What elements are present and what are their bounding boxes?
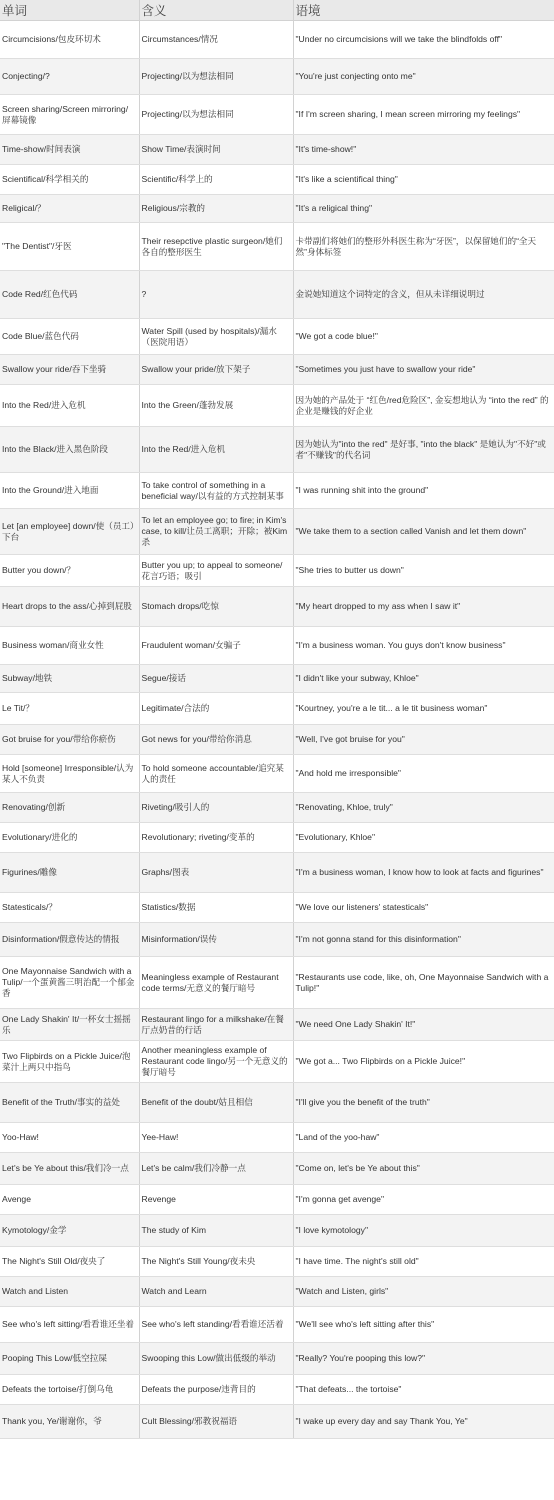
cell-word: See who's left sitting/看看谁还坐着 — [0, 1307, 139, 1343]
table-row — [0, 853, 554, 893]
cell-meaning: Show Time/表演时间 — [139, 135, 293, 165]
cell-context: "I love kymotology" — [293, 1215, 554, 1247]
cell-context: "We take them to a section called Vanish and let them down" — [293, 509, 554, 555]
cell-context: "Sometimes you just have to swallow your ride" — [293, 355, 554, 385]
cell-meaning: Circumstances/情况 — [139, 21, 293, 59]
table-row — [0, 823, 554, 853]
cell-meaning: Revenge — [139, 1185, 293, 1215]
cell-meaning: Into the Red/进入危机 — [139, 427, 293, 473]
cell-meaning: Statistics/数据 — [139, 893, 293, 923]
cell-context: "If I'm screen sharing, I mean screen mirroring my feelings" — [293, 95, 554, 135]
cell-word: Into the Ground/进入地面 — [0, 473, 139, 509]
table-row — [0, 355, 554, 385]
cell-meaning: Water Spill (used by hospitals)/漏水（医院用语） — [139, 319, 293, 355]
cell-context: "We'll see who's left sitting after this" — [293, 1307, 554, 1343]
table-row — [0, 587, 554, 627]
cell-meaning: Projecting/以为想法相同 — [139, 95, 293, 135]
table-row — [0, 1277, 554, 1307]
table-row — [0, 427, 554, 473]
cell-meaning: The Night's Still Young/夜未央 — [139, 1247, 293, 1277]
table-row — [0, 1083, 554, 1123]
cell-context: 卡带副们将她们的整形外科医生称为“牙医”，以保留她们的“全天然”身体标签 — [293, 223, 554, 271]
cell-word: Pooping This Low/低空拉屎 — [0, 1343, 139, 1375]
cell-meaning: To hold someone accountable/追究某人的责任 — [139, 755, 293, 793]
table-row — [0, 1247, 554, 1277]
table-row — [0, 1185, 554, 1215]
cell-meaning: Defeats the purpose/违背目的 — [139, 1375, 293, 1405]
cell-context: "Evolutionary, Khloe" — [293, 823, 554, 853]
cell-context: "I'm a business woman. You guys don't know business" — [293, 627, 554, 665]
cell-context: "It's time-show!" — [293, 135, 554, 165]
cell-meaning: Watch and Learn — [139, 1277, 293, 1307]
cell-word: Code Blue/蓝色代码 — [0, 319, 139, 355]
cell-meaning: Their resepctive plastic surgeon/她们各自的整形医生 — [139, 223, 293, 271]
cell-context: "I'm a business woman, I know how to look at facts and figurines" — [293, 853, 554, 893]
cell-word: Thank you, Ye/谢谢你，爷 — [0, 1405, 139, 1439]
cell-context: "We need One Lady Shakin' It!" — [293, 1009, 554, 1041]
cell-word: Renovating/创新 — [0, 793, 139, 823]
cell-context: "Really? You're pooping this low?" — [293, 1343, 554, 1375]
column-header-word: 单词 — [0, 0, 139, 21]
cell-context: "It's a religical thing" — [293, 195, 554, 223]
cell-word: Butter you down/？ — [0, 555, 139, 587]
cell-context: "Renovating, Khloe, truly" — [293, 793, 554, 823]
table-row — [0, 271, 554, 319]
cell-context: "She tries to butter us down" — [293, 555, 554, 587]
table-row — [0, 627, 554, 665]
table-row — [0, 1215, 554, 1247]
cell-word: Let's be Ye about this/我们冷一点 — [0, 1153, 139, 1185]
cell-word: Into the Black/进入黑色阶段 — [0, 427, 139, 473]
table-row — [0, 1009, 554, 1041]
column-header-meaning: 含义 — [139, 0, 293, 21]
cell-context: "Under no circumcisions will we take the blindfolds off" — [293, 21, 554, 59]
cell-meaning: Swooping this Low/做出低级的举动 — [139, 1343, 293, 1375]
cell-context: "We got a... Two Flipbirds on a Pickle Juice!" — [293, 1041, 554, 1083]
cell-word: Code Red/红色代码 — [0, 271, 139, 319]
table-row — [0, 755, 554, 793]
table-row — [0, 1153, 554, 1185]
cell-context: "I was running shit into the ground" — [293, 473, 554, 509]
header-row — [0, 0, 554, 21]
cell-meaning: Swallow your pride/放下架子 — [139, 355, 293, 385]
cell-word: Watch and Listen — [0, 1277, 139, 1307]
cell-meaning: To let an employee go; to fire; in Kim's case, to kill/让员工离职；开除；被Kim杀 — [139, 509, 293, 555]
table-row — [0, 21, 554, 59]
cell-word: Religical/？ — [0, 195, 139, 223]
cell-meaning: Stomach drops/吃惊 — [139, 587, 293, 627]
table-row — [0, 1343, 554, 1375]
cell-word: Defeats the tortoise/打倒乌龟 — [0, 1375, 139, 1405]
table-row — [0, 923, 554, 957]
cell-word: Two Flipbirds on a Pickle Juice/泡菜汁上两只中指鸟 — [0, 1041, 139, 1083]
table-row — [0, 693, 554, 725]
cell-context: "I'll give you the benefit of the truth" — [293, 1083, 554, 1123]
cell-word: Business woman/商业女性 — [0, 627, 139, 665]
cell-meaning: Riveting/吸引人的 — [139, 793, 293, 823]
cell-context: "I didn't like your subway, Khloe" — [293, 665, 554, 693]
table-row — [0, 319, 554, 355]
cell-word: Kymotology/金学 — [0, 1215, 139, 1247]
cell-word: Circumcisions/包皮环切术 — [0, 21, 139, 59]
table-row — [0, 957, 554, 1009]
cell-word: Figurines/雕像 — [0, 853, 139, 893]
cell-word: Scientifical/科学相关的 — [0, 165, 139, 195]
table-row — [0, 555, 554, 587]
cell-word: Avenge — [0, 1185, 139, 1215]
cell-word: Hold [someone] Irresponsible/认为某人不负责 — [0, 755, 139, 793]
cell-context: "You're just conjecting onto me" — [293, 59, 554, 95]
cell-meaning: To take control of something in a beneficial way/以有益的方式控制某事 — [139, 473, 293, 509]
table-row — [0, 473, 554, 509]
cell-context: 因为她认为"into the red" 是好事, "into the black" 是她认为"不好"或者"不赚钱"的代名词 — [293, 427, 554, 473]
cell-meaning: Revolutionary; riveting/变革的 — [139, 823, 293, 853]
cell-word: Disinformation/假意传达的情报 — [0, 923, 139, 957]
table-row — [0, 665, 554, 693]
table-row — [0, 1375, 554, 1405]
cell-context: "Watch and Listen, girls" — [293, 1277, 554, 1307]
cell-context: 金说她知道这个词特定的含义，但从未详细说明过 — [293, 271, 554, 319]
cell-word: The Night's Still Old/夜央了 — [0, 1247, 139, 1277]
cell-meaning: See who's left standing/看看谁还活着 — [139, 1307, 293, 1343]
cell-meaning: Projecting/以为想法相同 — [139, 59, 293, 95]
cell-meaning: Restaurant lingo for a milkshake/在餐厅点奶昔的行话 — [139, 1009, 293, 1041]
cell-meaning: Butter you up; to appeal to someone/花言巧语；吸引 — [139, 555, 293, 587]
cell-context: "Well, I've got bruise for you" — [293, 725, 554, 755]
cell-word: Yoo-Haw! — [0, 1123, 139, 1153]
cell-word: Screen sharing/Screen mirroring/屏幕镜像 — [0, 95, 139, 135]
cell-meaning: Another meaningless example of Restaurant code lingo/另一个无意义的餐厅暗号 — [139, 1041, 293, 1083]
table-row — [0, 1405, 554, 1439]
cell-word: Heart drops to the ass/心掉到屁股 — [0, 587, 139, 627]
cell-context: "I'm not gonna stand for this disinformation" — [293, 923, 554, 957]
cell-context: "I wake up every day and say Thank You, Ye" — [293, 1405, 554, 1439]
cell-meaning: ? — [139, 271, 293, 319]
cell-meaning: Religious/宗教的 — [139, 195, 293, 223]
cell-word: Time-show/时间表演 — [0, 135, 139, 165]
cell-meaning: Segue/接话 — [139, 665, 293, 693]
column-header-context: 语境 — [293, 0, 554, 21]
cell-meaning: Legitimate/合法的 — [139, 693, 293, 725]
cell-meaning: Cult Blessing/邪教祝福语 — [139, 1405, 293, 1439]
table-row — [0, 95, 554, 135]
cell-meaning: Misinformation/误传 — [139, 923, 293, 957]
cell-context: "Land of the yoo-haw" — [293, 1123, 554, 1153]
table-row — [0, 1307, 554, 1343]
cell-meaning: Got news for you/带给你消息 — [139, 725, 293, 755]
cell-meaning: Graphs/图表 — [139, 853, 293, 893]
table-row — [0, 223, 554, 271]
cell-meaning: Benefit of the doubt/姑且相信 — [139, 1083, 293, 1123]
table-body — [0, 21, 554, 1439]
cell-meaning: Meaningless example of Restaurant code terms/无意义的餐厅暗号 — [139, 957, 293, 1009]
cell-context: "Kourtney, you're a le tit... a le tit business woman" — [293, 693, 554, 725]
cell-word: "The Dentist"/牙医 — [0, 223, 139, 271]
table-row — [0, 509, 554, 555]
cell-context: "I'm gonna get avenge" — [293, 1185, 554, 1215]
cell-word: One Lady Shakin' It/一杯女士摇摇乐 — [0, 1009, 139, 1041]
cell-meaning: The study of Kim — [139, 1215, 293, 1247]
table-row — [0, 59, 554, 95]
table-row — [0, 165, 554, 195]
cell-word: Swallow your ride/吞下坐骑 — [0, 355, 139, 385]
cell-word: Subway/地铁 — [0, 665, 139, 693]
cell-word: Evolutionary/进化的 — [0, 823, 139, 853]
cell-word: Le Tit/？ — [0, 693, 139, 725]
table-row — [0, 793, 554, 823]
cell-word: Benefit of the Truth/事实的益处 — [0, 1083, 139, 1123]
cell-word: Conjecting/? — [0, 59, 139, 95]
cell-context: "I have time. The night's still old" — [293, 1247, 554, 1277]
cell-context: "It's like a scientifical thing" — [293, 165, 554, 195]
table-row — [0, 385, 554, 427]
cell-word: One Mayonnaise Sandwich with a Tulip/一个蛋黄酱三明治配一个郁金香 — [0, 957, 139, 1009]
table-row — [0, 725, 554, 755]
cell-meaning: Into the Green/蓬勃发展 — [139, 385, 293, 427]
cell-word: Into the Red/进入危机 — [0, 385, 139, 427]
cell-context: "We love our listeners' statesticals" — [293, 893, 554, 923]
cell-meaning: Scientific/科学上的 — [139, 165, 293, 195]
cell-word: Got bruise for you/带给你瘀伤 — [0, 725, 139, 755]
cell-word: Statesticals/？ — [0, 893, 139, 923]
cell-context: "We got a code blue!" — [293, 319, 554, 355]
table-row — [0, 893, 554, 923]
table-row — [0, 1041, 554, 1083]
cell-context: "That defeats... the tortoise" — [293, 1375, 554, 1405]
cell-context: "Restaurants use code, like, oh, One Mayonnaise Sandwich with a Tulip!" — [293, 957, 554, 1009]
table-row — [0, 1123, 554, 1153]
table-row — [0, 135, 554, 165]
cell-word: Let [an employee] down/使（员工）下台 — [0, 509, 139, 555]
cell-meaning: Fraudulent woman/女骗子 — [139, 627, 293, 665]
cell-context: "My heart dropped to my ass when I saw it" — [293, 587, 554, 627]
cell-context: "Come on, let's be Ye about this" — [293, 1153, 554, 1185]
cell-context: 因为她的产品处于 “红色/red危险区”, 金妄想地认为 “into the red” 的企业是赚钱的好企业 — [293, 385, 554, 427]
table-row — [0, 195, 554, 223]
cell-meaning: Let's be calm/我们冷静一点 — [139, 1153, 293, 1185]
cell-context: "And hold me irresponsible" — [293, 755, 554, 793]
cell-meaning: Yee-Haw! — [139, 1123, 293, 1153]
